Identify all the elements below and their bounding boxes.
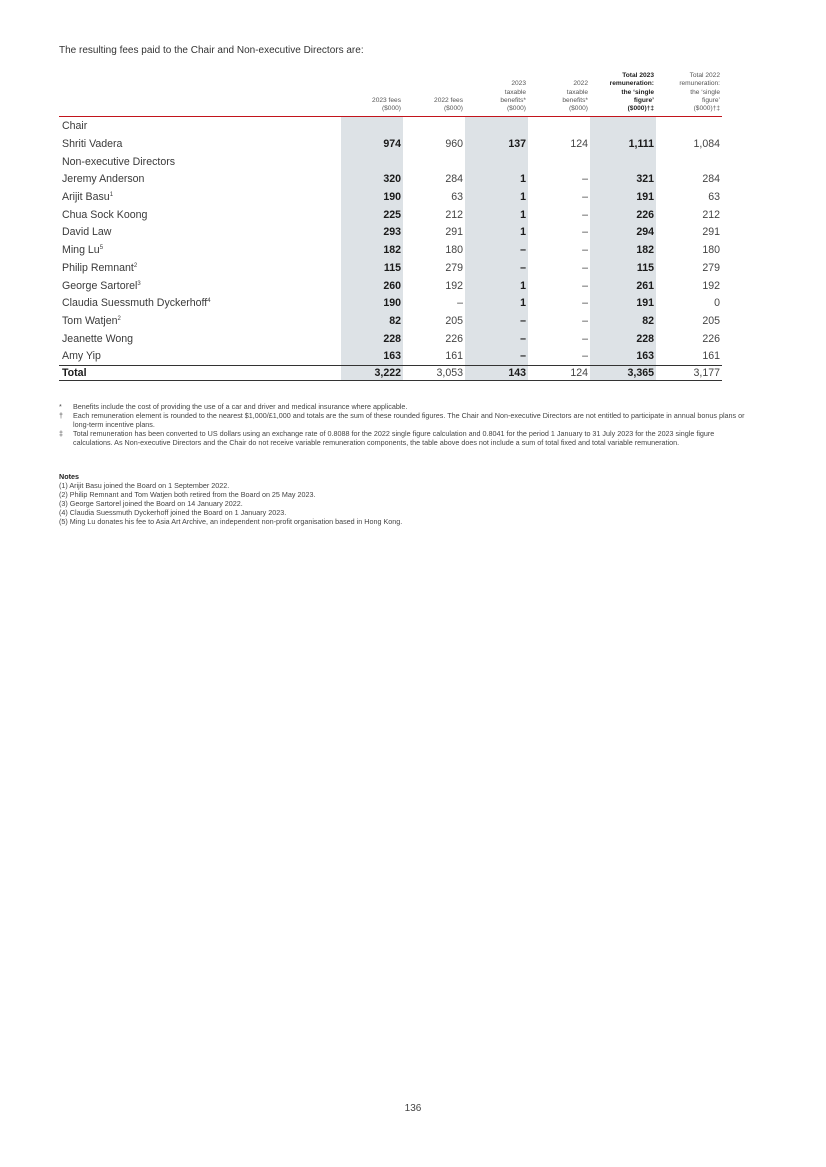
header-line: 2022: [573, 80, 588, 88]
empty-cell: [656, 117, 722, 135]
value-cell: 180: [702, 244, 720, 257]
footnote-symbol: ‡: [59, 428, 63, 438]
value-cell: 3,053: [403, 366, 465, 381]
value-cell: 228: [341, 330, 403, 348]
value-cell: 115: [590, 259, 656, 277]
empty-cell: [403, 117, 465, 135]
header-2023-benefits: [465, 72, 528, 117]
value-cell: 205: [445, 314, 463, 327]
note-reference: 1: [109, 192, 114, 199]
table-row: [59, 171, 722, 189]
value-cell: 3,177: [656, 366, 722, 381]
table-row: [59, 330, 722, 348]
value-cell: –: [582, 261, 588, 274]
director-name: David Law: [62, 226, 112, 239]
value-cell: 115: [341, 259, 403, 277]
table-row: [59, 347, 722, 365]
empty-cell: [528, 117, 590, 135]
header-line: benefits*: [500, 96, 526, 104]
header-name-col: [59, 72, 341, 117]
value-cell: 143: [465, 366, 528, 381]
header-line: ($000): [443, 105, 463, 113]
value-cell: 279: [702, 261, 720, 274]
notes-list: [59, 482, 749, 527]
value-cell: 190: [341, 294, 403, 312]
value-cell: 63: [708, 191, 720, 204]
director-name: Shriti Vadera: [62, 138, 123, 151]
value-cell: 180: [445, 244, 463, 257]
value-cell: –: [582, 173, 588, 186]
note-item: (3) George Sartorel joined the Board on 14 January 2022.: [59, 498, 243, 508]
value-cell: 124: [570, 138, 588, 151]
header-line: ($000): [506, 105, 526, 113]
table-row: [59, 312, 722, 330]
value-cell: –: [457, 297, 463, 310]
note-reference: 5: [99, 245, 104, 252]
director-name: George Sartorel$^3$: [62, 279, 141, 292]
notes-section: [59, 473, 749, 526]
value-cell: 321: [590, 171, 656, 189]
section-chair: [59, 117, 722, 135]
header-line: Total 2023: [622, 72, 654, 79]
note-item: (5) Ming Lu donates his fee to Asia Art Archive, an independent non-profit organisation based in Hong Kong.: [59, 516, 403, 526]
note-item: (4) Claudia Suessmuth Dyckerhoff joined the Board on 1 January 2023.: [59, 507, 287, 517]
header-2022-fees: [403, 72, 465, 117]
director-name: Ming Lu$^5$: [62, 244, 104, 257]
section-label: Non-executive Directors: [62, 155, 176, 168]
header-line: taxable: [566, 88, 588, 96]
value-cell: 212: [702, 208, 720, 221]
fees-table-container: [59, 72, 722, 381]
header-2022-benefits: [528, 72, 590, 117]
value-cell: 226: [590, 206, 656, 224]
header-total-2023: [590, 72, 656, 117]
value-cell: –: [465, 241, 528, 259]
note-item: (1) Arijit Basu joined the Board on 1 September 2022.: [59, 480, 230, 490]
note-reference: 2: [117, 315, 121, 322]
value-cell: 82: [341, 312, 403, 330]
value-cell: –: [582, 297, 588, 310]
value-cell: 226: [702, 332, 720, 345]
value-cell: 261: [590, 277, 656, 295]
header-line: 2022 fees: [434, 96, 463, 104]
table-row: [59, 259, 722, 277]
value-cell: 1: [465, 171, 528, 189]
director-name: Amy Yip: [62, 350, 101, 363]
header-line: figure’: [702, 96, 720, 104]
value-cell: 0: [714, 297, 720, 310]
value-cell: 82: [590, 312, 656, 330]
value-cell: –: [582, 350, 588, 363]
footnote-text: Total remuneration has been converted to US dollars using an exchange rate of 0.8088 for the 2022 single figure calculation and 0.8041 for the period 1 January to 31 July 2023 for the 2023 single figure calculations. As Non-executive Directors and the Chair do not receive variable remuneration components, the table above does not include a sum of total fixed and total variable remuneration.: [73, 428, 715, 447]
header-line: ($000)†‡: [693, 105, 720, 113]
value-cell: 191: [590, 188, 656, 206]
value-cell: 161: [445, 350, 463, 363]
note-reference: 4: [207, 298, 211, 305]
director-name: Claudia Suessmuth Dyckerhoff$^4$: [62, 297, 211, 310]
value-cell: 3,222: [341, 366, 403, 381]
table-row: [59, 224, 722, 242]
director-name: Jeremy Anderson: [62, 173, 145, 186]
header-line: Total 2022: [689, 72, 720, 79]
empty-cell: [656, 153, 722, 171]
value-cell: –: [582, 332, 588, 345]
value-cell: 1: [465, 188, 528, 206]
section-label: Chair: [62, 120, 88, 133]
value-cell: –: [582, 314, 588, 327]
note-reference: 2: [133, 262, 138, 269]
table-row: [59, 294, 722, 312]
value-cell: 190: [341, 188, 403, 206]
value-cell: 205: [702, 314, 720, 327]
value-cell: 182: [590, 241, 656, 259]
value-cell: 191: [590, 294, 656, 312]
header-line: benefits*: [562, 96, 588, 104]
value-cell: 960: [445, 138, 463, 151]
director-name: Philip Remnant$^2$: [62, 261, 138, 274]
empty-cell: [528, 153, 590, 171]
total-row: [59, 366, 722, 381]
header-2023-fees: [341, 72, 403, 117]
value-cell: 226: [445, 332, 463, 345]
empty-cell: [465, 153, 528, 171]
value-cell: 320: [341, 171, 403, 189]
table-row: [59, 206, 722, 224]
section-ned: [59, 153, 722, 171]
footnote: [59, 412, 749, 430]
value-cell: 1: [465, 206, 528, 224]
page-number: 136: [404, 1103, 422, 1114]
value-cell: 228: [590, 330, 656, 348]
director-name: Arijit Basu$^1$: [62, 191, 114, 204]
notes-heading: Notes: [59, 472, 79, 481]
value-cell: 182: [341, 241, 403, 259]
value-cell: 291: [702, 226, 720, 239]
value-cell: –: [582, 208, 588, 221]
note-item: (2) Philip Remnant and Tom Watjen both retired from the Board on 25 May 2023.: [59, 489, 316, 499]
footnote-symbol: †: [59, 410, 63, 420]
header-line: the ‘single: [621, 88, 654, 96]
header-line: remuneration:: [609, 80, 654, 88]
value-cell: –: [582, 244, 588, 257]
value-cell: 1,111: [590, 135, 656, 153]
value-cell: 294: [590, 224, 656, 242]
value-cell: 163: [341, 347, 403, 365]
header-line: figure’: [633, 96, 654, 104]
director-name: Jeanette Wong: [62, 332, 134, 345]
empty-cell: [341, 153, 403, 171]
value-cell: 192: [702, 279, 720, 292]
footnote: [59, 430, 749, 448]
table-row: [59, 241, 722, 259]
value-cell: –: [465, 347, 528, 365]
table-row: [59, 188, 722, 206]
empty-cell: [341, 117, 403, 135]
header-line: remuneration:: [679, 80, 720, 88]
footnote-symbol: *: [59, 402, 62, 411]
table-header-row: [59, 72, 722, 117]
value-cell: –: [582, 279, 588, 292]
table-row: [59, 135, 722, 153]
value-cell: 192: [445, 279, 463, 292]
value-cell: –: [582, 226, 588, 239]
empty-cell: [590, 117, 656, 135]
value-cell: 284: [702, 173, 720, 186]
footnotes: [59, 403, 749, 448]
header-line: taxable: [504, 88, 526, 96]
value-cell: 279: [445, 261, 463, 274]
value-cell: 137: [465, 135, 528, 153]
header-line: 2023 fees: [372, 96, 401, 104]
value-cell: 161: [702, 350, 720, 363]
value-cell: 3,365: [590, 366, 656, 381]
header-total-2022: [656, 72, 722, 117]
value-cell: 163: [590, 347, 656, 365]
footnote-text: Benefits include the cost of providing the use of a car and driver and medical insurance where applicable.: [73, 402, 408, 411]
value-cell: 260: [341, 277, 403, 295]
value-cell: –: [465, 330, 528, 348]
value-cell: –: [465, 312, 528, 330]
director-name: Tom Watjen$^2$: [62, 314, 121, 327]
note-reference: 3: [137, 280, 141, 287]
director-name: Total: [59, 366, 341, 381]
value-cell: 293: [341, 224, 403, 242]
value-cell: 63: [451, 191, 463, 204]
header-line: the ‘single: [690, 88, 720, 96]
value-cell: 974: [341, 135, 403, 153]
value-cell: 1: [465, 294, 528, 312]
header-line: ($000)†‡: [627, 105, 654, 113]
empty-cell: [465, 117, 528, 135]
header-line: ($000): [381, 105, 401, 113]
header-line: 2023: [511, 80, 526, 88]
value-cell: 1: [465, 224, 528, 242]
value-cell: 225: [341, 206, 403, 224]
table-body: [59, 117, 722, 380]
footnote-text: Each remuneration element is rounded to the nearest $1,000/£1,000 and totals are the sum of these rounded figures. The Chair and Non-executive Directors are not entitled to participate in annual bonus plans or long-term incentive plans.: [73, 410, 745, 429]
value-cell: 1,084: [693, 138, 720, 151]
value-cell: 212: [445, 208, 463, 221]
empty-cell: [590, 153, 656, 171]
value-cell: 291: [445, 226, 463, 239]
value-cell: –: [465, 259, 528, 277]
value-cell: 1: [465, 277, 528, 295]
intro-text: The resulting fees paid to the Chair and Non-executive Directors are:: [59, 45, 364, 56]
header-line: ($000): [568, 105, 588, 113]
director-name: Chua Sock Koong: [62, 208, 148, 221]
fees-table: [59, 72, 722, 381]
table-row: [59, 277, 722, 295]
value-cell: –: [582, 191, 588, 204]
empty-cell: [403, 153, 465, 171]
value-cell: 284: [445, 173, 463, 186]
value-cell: 124: [528, 366, 590, 381]
